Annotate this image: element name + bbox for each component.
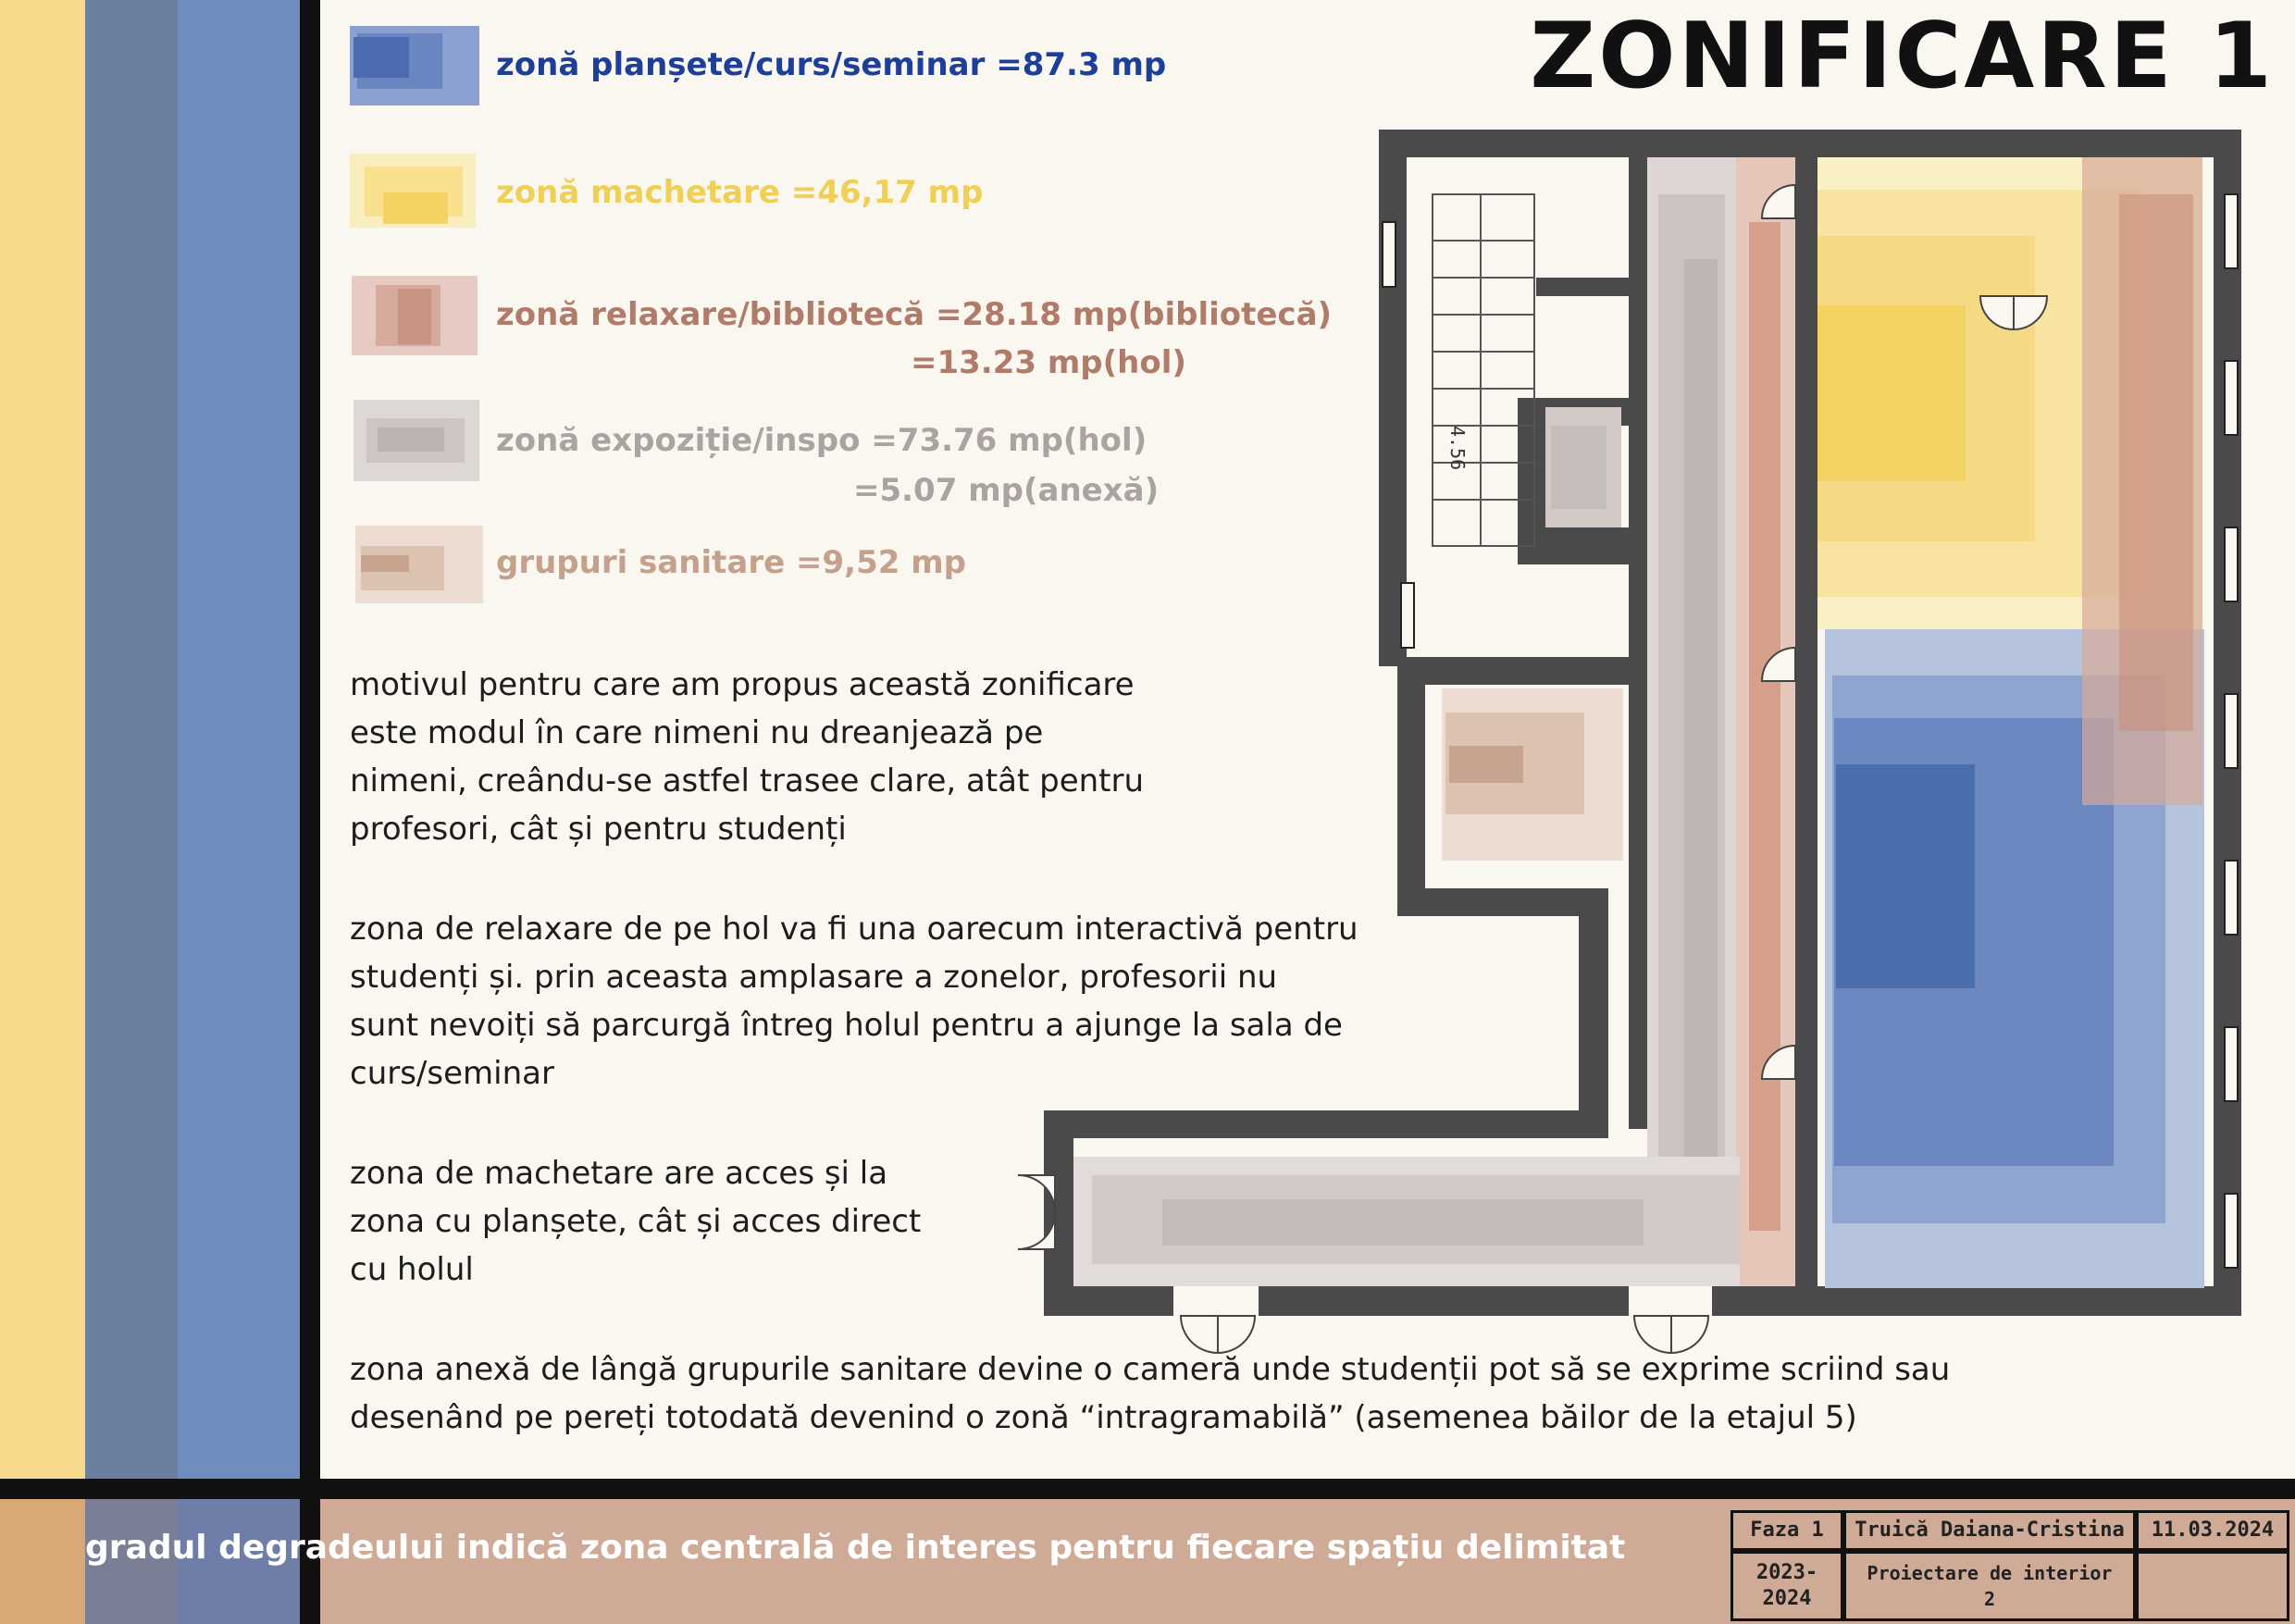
titleblock-date: 11.03.2024 [2136, 1510, 2289, 1551]
zone-sanitare [1442, 688, 1623, 861]
legend-label-3b: =13.23 mp(hol) [911, 344, 1186, 381]
titleblock-faza: Faza 1 [1731, 1510, 1843, 1551]
titleblock-year: 2023- 2024 [1731, 1551, 1843, 1621]
titleblock-course: Proiectare de interior 2 [1843, 1551, 2136, 1621]
titleblock-empty [2136, 1551, 2289, 1621]
legend-label-5: grupuri sanitare =9,52 mp [496, 544, 967, 581]
footer-caption: gradul degradeului indică zona centrală de interes pentru fiecare spațiu delimitat [85, 1529, 1626, 1567]
page-title: ZONIFICARE 1 [1530, 4, 2275, 109]
legend-label-2: zonă machetare =46,17 mp [496, 174, 984, 211]
legend-label-1: zonă planșete/curs/seminar =87.3 mp [496, 46, 1167, 83]
titleblock-author: Truică Daiana-Cristina [1843, 1510, 2136, 1551]
stair-label: 4.56 [1446, 426, 1469, 471]
paragraph-3: zona de machetare are acces și la zona cu planșete, cât și acces direct cu holul [350, 1155, 922, 1288]
footer-stripe-yellow [0, 1499, 85, 1624]
legend-label-4b: =5.07 mp(anexă) [853, 472, 1160, 509]
legend-label-3: zonă relaxare/bibliotecă =28.18 mp(bibliotecă) [496, 296, 1333, 333]
paragraph-2: zona de relaxare de pe hol va fi una oarecum interactivă pentru studenți și. prin aceasta amplasare a zonelor, profesorii nu sunt nevoiți să parcurgă întreg holul pentru a ajunge la sala de curs/seminar [350, 911, 1358, 1092]
footer-divider [0, 1479, 2295, 1499]
paragraph-1: motivul pentru care am propus această zonificare este modul în care nimeni nu dreanjează pe nimeni, creându-se astfel trasee clare, atât pentru profesori, cât și pentru studenți [350, 666, 1145, 848]
legend-label-4: zonă expoziție/inspo =73.76 mp(hol) [496, 422, 1148, 459]
paragraph-4: zona anexă de lângă grupurile sanitare devine o cameră unde studenții pot să se exprime scriind sau desenând pe pereți totodată devenind o zonă “intragramabilă” (asemenea băilor de la etajul 5) [350, 1351, 1951, 1436]
